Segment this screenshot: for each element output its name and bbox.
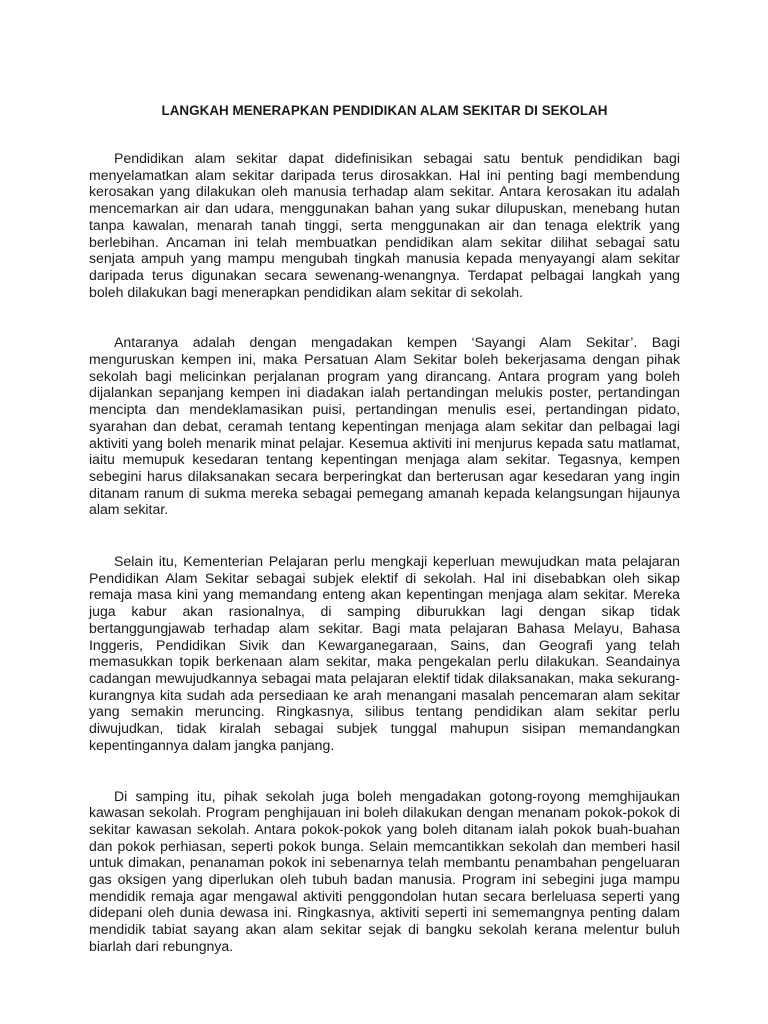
paragraph-2: Antaranya adalah dengan mengadakan kempen ‘Sayangi Alam Sekitar’. Bagi menguruskan kempen ini, maka Persatuan Alam Sekitar boleh bekerjasama dengan pihak sekolah bagi melicinkan perjalanan program yang dirancang. Antara program yang boleh dijalankan sepanjang kempen ini diadakan ialah pertandingan melukis poster, pertandingan mencipta dan mendeklamasikan puisi, pertandingan menulis esei, pertandingan pidato, syarahan dan debat, ceramah tentang kepentingan menjaga alam sekitar dan pelbagai lagi aktiviti yang boleh menarik minat pelajar. Kesemua aktiviti ini menjurus kepada satu matlamat, iaitu memupuk kesedaran tentang kepentingan menjaga alam sekitar. Tegasnya, kempen sebegini harus dilaksanakan secara berperingkat dan berterusan agar kesedaran yang ingin ditanam ranum di sukma mereka sebagai pemegang amanah kepada kelangsungan hijaunya alam sekitar. bbox=[89, 334, 680, 518]
document-title: LANGKAH MENERAPKAN PENDIDIKAN ALAM SEKITAR DI SEKOLAH bbox=[161, 103, 608, 118]
paragraph-1: Pendidikan alam sekitar dapat didefinisikan sebagai satu bentuk pendidikan bagi menyelamatkan alam sekitar daripada terus dirosakkan. Hal ini penting bagi membendung kerosakan yang dilakukan oleh manusia terhadap alam sekitar. Antara kerosakan itu adalah mencemarkan air dan udara, menggunakan bahan yang sukar dilupuskan, menebang hutan tanpa kawalan, menarah tanah tinggi, serta menggunakan air dan tenaga elektrik yang berlebihan. Ancaman ini telah membuatkan pendidikan alam sekitar dilihat sebagai satu senjata ampuh yang mampu mengubah tingkah manusia kepada menyayangi alam sekitar daripada terus digunakan secara sewenang-wenangnya. Terdapat pelbagai langkah yang boleh dilakukan bagi menerapkan pendidikan alam sekitar di sekolah. bbox=[89, 150, 680, 300]
paragraph-4: Di samping itu, pihak sekolah juga boleh mengadakan gotong-royong memghijaukan kawasan sekolah. Program penghijauan ini boleh dilakukan dengan menanam pokok-pokok di sekitar kawasan sekolah. Antara pokok-pokok yang boleh ditanam ialah pokok buah-buahan dan pokok perhiasan, seperti pokok bunga. Selain memcantikkan sekolah dan memberi hasil untuk dimakan, penanaman pokok ini sebenarnya telah membantu penambahan pengeluaran gas oksigen yang diperlukan oleh tubuh badan manusia. Program ini sebegini juga mampu mendidik remaja agar mengawal aktiviti penggondolan hutan secara berleluasa seperti yang didepani oleh dunia dewasa ini. Ringkasnya, aktiviti seperti ini sememangnya penting dalam mendidik tabiat sayang akan alam sekitar sejak di bangku sekolah kerana melentur buluh biarlah dari rebungnya. bbox=[89, 787, 680, 954]
paragraph-3: Selain itu, Kementerian Pelajaran perlu mengkaji keperluan mewujudkan mata pelajaran Pendidikan Alam Sekitar sebagai subjek elektif di sekolah. Hal ini disebabkan oleh sikap remaja masa kini yang memandang enteng akan kepentingan menjaga alam sekitar. Mereka juga kabur akan rasionalnya, di samping diburukkan lagi dengan sikap tidak bertanggungjawab terhadap alam sekitar. Bagi mata pelajaran Bahasa Melayu, Bahasa Inggeris, Pendidikan Sivik dan Kewarganegaraan, Sains, dan Geografi yang telah memasukkan topik berkenaan alam sekitar, maka pengekalan perlu dilakukan. Seandainya cadangan mewujudkannya sebagai mata pelajaran elektif tidak dilaksanakan, maka sekurang-kurangnya kita sudah ada persediaan ke arah menangani masalah pencemaran alam sekitar yang semakin meruncing. Ringkasnya, silibus tentang pendidikan alam sekitar perlu diwujudkan, tidak kiralah sebagai subjek tunggal mahupun sisipan memandangkan kepentingannya dalam jangka panjang. bbox=[89, 553, 680, 753]
